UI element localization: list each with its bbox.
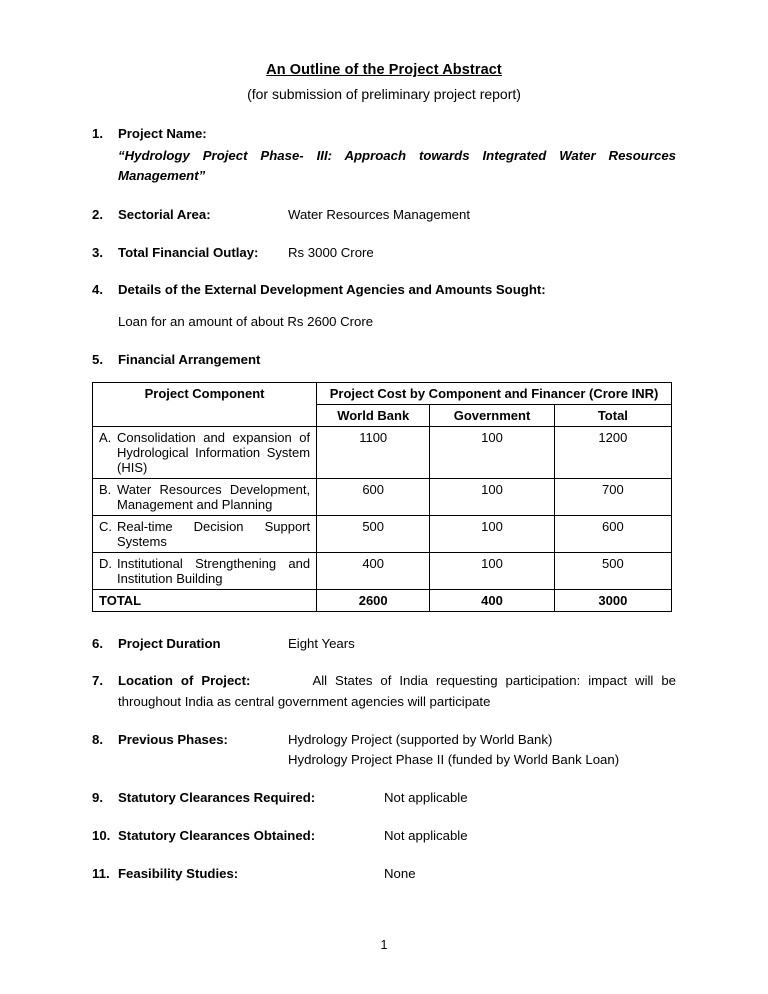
item-number: 10. xyxy=(92,827,111,843)
table-header-row xyxy=(93,382,672,404)
component-text: Consolidation and expansion of Hydrological Information System (HIS) xyxy=(117,429,311,475)
cell-component xyxy=(93,426,317,478)
item-label: Location of Project: xyxy=(118,673,251,689)
item-label: Total Financial Outlay: xyxy=(118,244,259,260)
component-text: Real-time Decision Support Systems xyxy=(117,518,311,549)
component-letter: C. xyxy=(99,518,112,534)
item-financial-arrangement xyxy=(92,350,676,370)
header-project-component: Project Component xyxy=(93,382,317,426)
page-title: An Outline of the Project Abstract xyxy=(266,62,502,78)
item-value: All States of India requesting participation: impact will be throughout India as central government agencies will participate xyxy=(118,673,676,709)
item-value: Eight Years xyxy=(288,635,355,651)
header-world-bank: World Bank xyxy=(317,404,430,426)
item-number: 8. xyxy=(92,732,103,748)
item-number: 1. xyxy=(92,126,103,141)
table-row xyxy=(93,478,672,515)
item-external-agencies xyxy=(92,280,676,300)
item-statutory-clearances-obtained xyxy=(92,826,676,846)
header-government: Government xyxy=(430,404,555,426)
item-value-line-1: Hydrology Project (supported by World Bank) xyxy=(288,732,553,748)
item-value-line-2: Hydrology Project Phase II (funded by World Bank Loan) xyxy=(288,752,620,768)
item-feasibility-studies xyxy=(92,864,676,884)
item-label: Financial Arrangement xyxy=(118,351,261,367)
table-row xyxy=(93,515,672,552)
cell-government: 100 xyxy=(430,426,555,478)
item-number: 4. xyxy=(92,282,103,298)
cell-world-bank: 600 xyxy=(317,478,430,515)
item-sectorial-area xyxy=(92,205,676,225)
table-row xyxy=(93,426,672,478)
cell-total-world-bank: 2600 xyxy=(317,589,430,611)
item-project-name xyxy=(92,124,676,144)
header-project-cost-group: Project Cost by Component and Financer (Crore INR) xyxy=(317,382,672,404)
item-value: Rs 3000 Crore xyxy=(288,244,374,260)
cell-total-government: 400 xyxy=(430,589,555,611)
item-label: Details of the External Development Agencies and Amounts Sought: xyxy=(118,282,546,298)
cell-government: 100 xyxy=(430,552,555,589)
cell-component xyxy=(93,515,317,552)
cell-total: 700 xyxy=(554,478,671,515)
item-label: Sectorial Area: xyxy=(118,206,211,222)
item-label: Project Name: xyxy=(118,126,207,141)
component-letter: A. xyxy=(99,429,112,445)
item-project-duration xyxy=(92,634,676,654)
cell-world-bank: 1100 xyxy=(317,426,430,478)
item-number: 2. xyxy=(92,206,103,222)
cell-government: 100 xyxy=(430,515,555,552)
page-number: 1 xyxy=(380,938,388,952)
item-number: 3. xyxy=(92,244,103,260)
cell-total: 600 xyxy=(554,515,671,552)
item-number: 6. xyxy=(92,635,103,651)
item-value: Not applicable xyxy=(384,827,468,843)
item-total-financial-outlay xyxy=(92,243,676,263)
item-label: Project Duration xyxy=(118,635,221,651)
item-value: None xyxy=(384,865,416,881)
component-letter: D. xyxy=(99,555,112,571)
component-text: Water Resources Development, Management and Planning xyxy=(117,481,311,512)
item-number: 11. xyxy=(92,865,110,881)
header-total: Total xyxy=(554,404,671,426)
cell-total-total: 3000 xyxy=(554,589,671,611)
cell-component xyxy=(93,478,317,515)
table-total-row xyxy=(93,589,672,611)
cell-world-bank: 400 xyxy=(317,552,430,589)
item-previous-phases xyxy=(92,730,676,770)
item-label: Statutory Clearances Obtained: xyxy=(118,827,316,843)
table-row xyxy=(93,552,672,589)
item-value: Water Resources Management xyxy=(288,206,471,222)
item-external-agencies-value: Loan for an amount of about Rs 2600 Crore xyxy=(118,314,374,330)
item-label: Feasibility Studies: xyxy=(118,865,239,881)
cell-component xyxy=(93,552,317,589)
item-number: 9. xyxy=(92,789,103,805)
page-subtitle: (for submission of preliminary project report) xyxy=(247,86,521,102)
cell-total: 500 xyxy=(554,552,671,589)
item-label: Previous Phases: xyxy=(118,732,228,748)
cell-world-bank: 500 xyxy=(317,515,430,552)
item-label: Statutory Clearances Required: xyxy=(118,789,316,805)
component-text: Institutional Strengthening and Institution Building xyxy=(117,555,311,586)
cell-government: 100 xyxy=(430,478,555,515)
financial-arrangement-table xyxy=(92,382,672,612)
cell-total-label: TOTAL xyxy=(93,589,317,611)
item-project-name-value: “Hydrology Project Phase- III: Approach towards Integrated Water Resources Management” xyxy=(118,147,676,184)
item-statutory-clearances-required xyxy=(92,788,676,808)
item-number: 7. xyxy=(92,673,103,689)
cell-total: 1200 xyxy=(554,426,671,478)
item-location-of-project xyxy=(92,671,676,712)
item-number: 5. xyxy=(92,351,103,367)
item-value: Not applicable xyxy=(384,789,468,805)
component-letter: B. xyxy=(99,481,112,497)
